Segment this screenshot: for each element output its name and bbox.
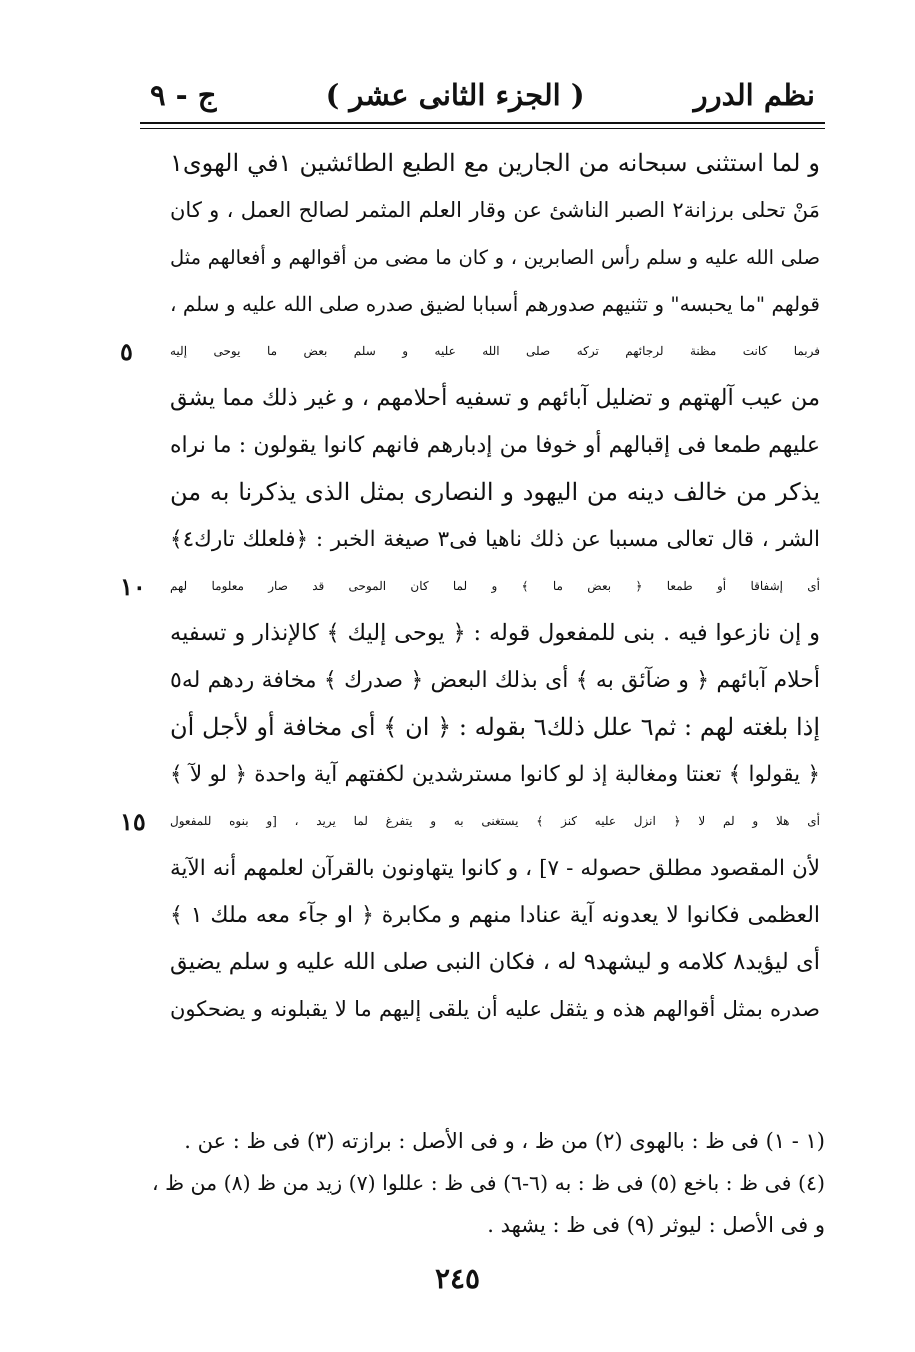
header-rule-thin <box>140 128 825 129</box>
line-number: ١٥ <box>120 807 146 836</box>
footnote-line: (١ - ١) فى ظ : بالهوى (٢) من ظ ، و فى الأصل : برازته (٣) فى ظ : عن . <box>184 1129 825 1153</box>
text-line: عليهم طمعا فى إقبالهم أو خوفا من إدبارهم فانهم كانوا يقولون : ما نراه <box>170 433 820 458</box>
running-header <box>150 70 815 120</box>
footnotes <box>150 1120 825 1246</box>
text-line: الشر ، قال تعالى مسببا عن ذلك ناهيا فى٣ صيغة الخبر : ﴿فلعلك تارك٤﴾ <box>170 527 820 552</box>
footnote-line: (٤) فى ظ : باخع (٥) فى ظ : به (٦-٦) فى ظ : عللوا (٧) زيد من ظ (٨) من ظ ، <box>151 1171 825 1195</box>
part-label: ( الجزء الثانى عشر ) <box>325 78 585 112</box>
text-line-15 <box>120 798 820 845</box>
text-line: و إن نازعوا فيه . بنى للمفعول قوله : ﴿ يوحى إليك ﴾ كالإنذار و تسفيه <box>170 620 820 646</box>
text-line: مَنْ تحلى برزانة٢ الصبر الناشئ عن وقار العلم المثمر لصالح العمل ، و كان <box>170 198 820 222</box>
text-line: يذكر من خالف دينه من اليهود و النصارى بمثل الذى يذكرنا به من <box>170 478 820 506</box>
line-text: فربما كانت مظنة لرجائهم تركه صلى الله عليه و سلم بعض ما يوحى إليه <box>170 344 820 358</box>
text-line: صدره بمثل أقوالهم هذه و يثقل عليه أن يلقى إليهم ما لا يقبلونه و يضحكون <box>170 997 820 1021</box>
main-text <box>120 140 821 1033</box>
text-line: أحلام آبائهم ﴿ و ضآئق به ﴾ أى بذلك البعض ﴿ صدرك ﴾ مخافة ردهم له٥ <box>170 668 820 693</box>
volume-label: ج - ٩ <box>150 78 217 112</box>
text-line: ﴿ يقولوا ﴾ تعنتا ومغالبة إذ لو كانوا مسترشدين لكفتهم آية واحدة ﴿ لو لآ ﴾ <box>170 762 820 787</box>
text-line: أى ليؤيد٨ كلامه و ليشهد٩ له ، فكان النبى صلى الله عليه و سلم يضيق <box>170 949 820 975</box>
line-text: أى هلا و لم لا ﴿ انزل عليه كنز ﴾ يستغنى به و يتفرغ لما يريد ، [و بنوه للمفعول <box>170 814 820 828</box>
book-title: نظم الدرر <box>693 78 815 112</box>
footnote-line: و فى الأصل : ليوثر (٩) فى ظ : يشهد . <box>487 1213 825 1237</box>
line-number: ١٠ <box>120 572 146 601</box>
text-line: من عيب آلهتهم و تضليل آبائهم و تسفيه أحلامهم ، و غير ذلك مما يشق <box>170 385 820 411</box>
text-line: لأن المقصود مطلق حصوله - ٧] ، و كانوا يتهاونون بالقرآن لعلمهم أنه الآية <box>170 856 820 881</box>
text-line-5 <box>120 328 820 375</box>
line-text: أى إشفاقا أو طمعا ﴿ بعض ما ﴾ و لما كان الموحى قد صار معلوما لهم <box>170 579 820 593</box>
text-line: قولهم "ما يحبسه" و تثنيهم صدورهم أسبابا لضيق صدره صلى الله عليه و سلم ، <box>170 292 820 316</box>
text-line: العظمى فكانوا لا يعدونه آية عنادا منهم و مكابرة ﴿ او جآء معه ملك ١ ﴾ <box>170 903 821 928</box>
text-line: إذا بلغته لهم : ثم٦ علل ذلك٦ بقوله : ﴿ ان ﴾ أى مخافة أو لأجل أن <box>170 713 820 741</box>
text-line: صلى الله عليه و سلم رأس الصابرين ، و كان ما مضى من أقوالهم و أفعالهم مثل <box>170 246 820 269</box>
line-number: ٥ <box>120 337 133 366</box>
text-line-10 <box>120 563 820 610</box>
header-rule <box>140 122 825 124</box>
text-line: و لما استثنى سبحانه من الجارين مع الطبع الطائشين ١في الهوى١ <box>170 149 820 177</box>
page-number: ٢٤٥ <box>434 1262 481 1295</box>
